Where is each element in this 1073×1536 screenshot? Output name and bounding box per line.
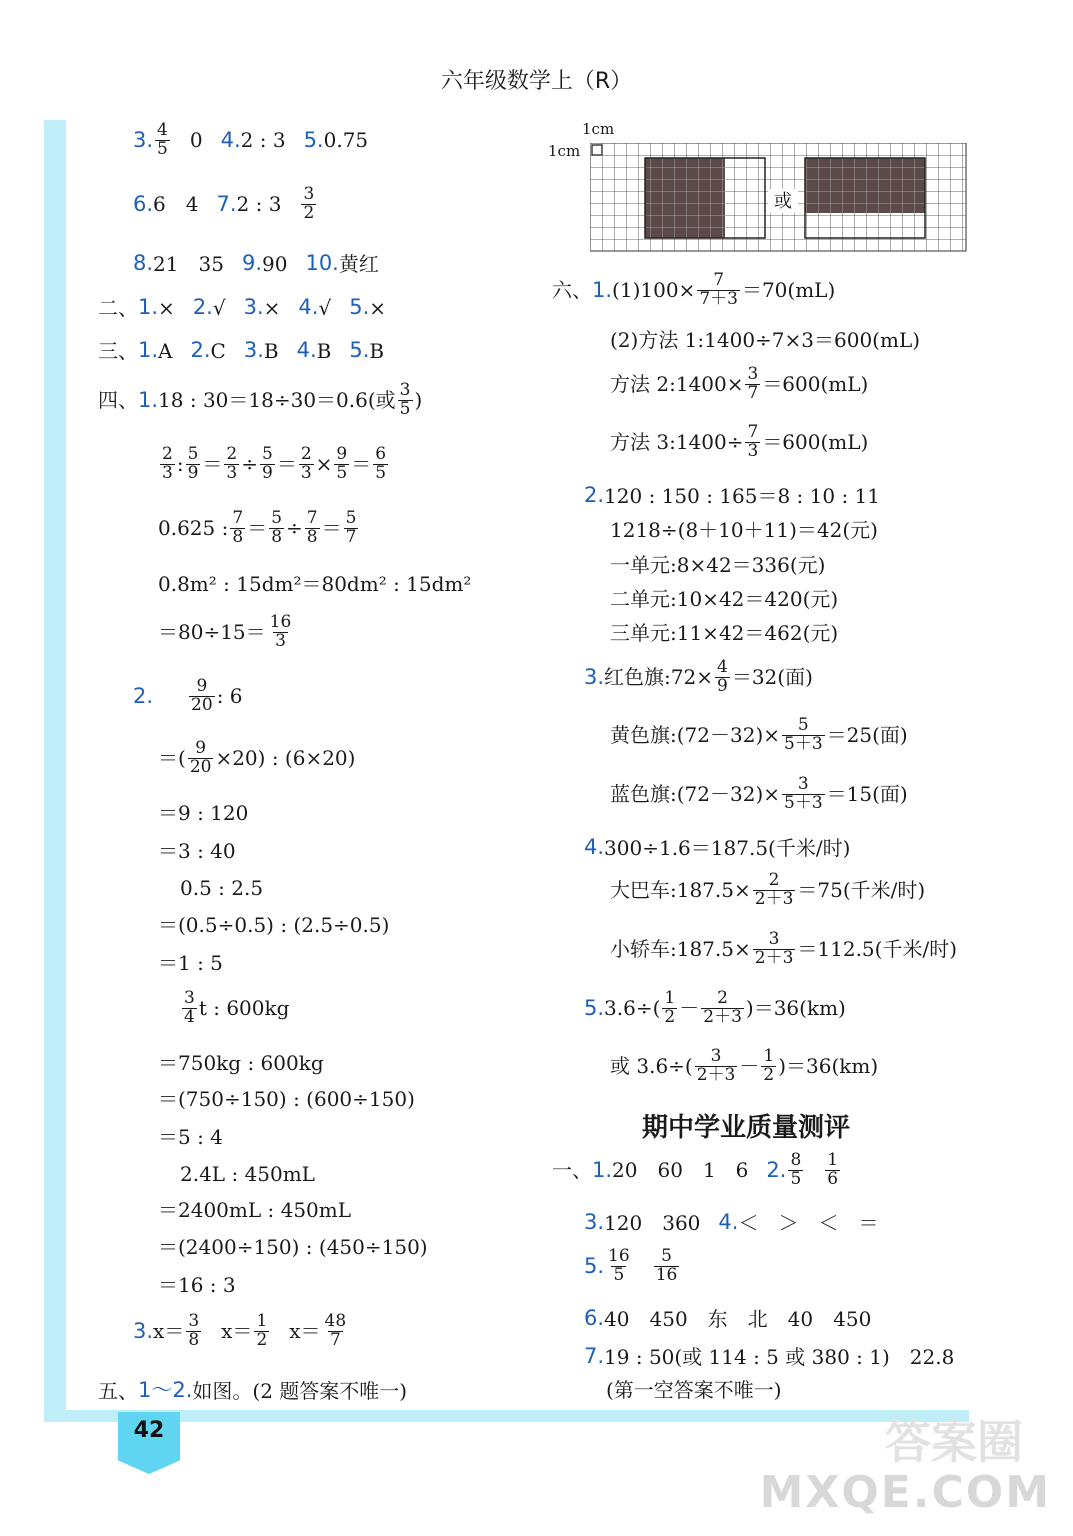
grid-left-label: 1cm: [548, 142, 581, 160]
page-header: 六年级数学上（R）: [440, 69, 633, 94]
left-line-21: ＝5 : 4: [158, 1125, 223, 1149]
right-line-3: 方法 2:1400× $\frac{3}{7}$ ＝600(mL): [610, 364, 869, 403]
watermark-logo: 答案圈: [885, 1415, 1023, 1469]
left-line-1: 3. $\frac{4}{5}$ 0 4. 2 : 3 5. 0.75: [133, 120, 369, 159]
left-line-8: 0.625 : $\frac{7}{8}$ ＝ $\frac{5}{8}$ ÷ $\frac{7}{8}$ ＝ $\frac{5}{7}$: [158, 508, 357, 547]
left-line-15: 0.5 : 2.5: [180, 876, 264, 900]
left-line-10: ＝80÷15＝ $\frac{16}{3}$: [158, 612, 292, 651]
page-number: 42: [133, 1418, 165, 1443]
right-line-12: 蓝色旗:(72－32)× $\frac{3}{5+3}$ ＝15(面): [610, 774, 908, 813]
right-line-1: 六、 1. (1)100× $\frac{7}{7+3}$ ＝70(mL): [552, 270, 836, 309]
watermark-url: MXQE.COM: [759, 1467, 1051, 1518]
left-line-14: ＝3 : 40: [158, 839, 236, 863]
left-line-26: 3. x＝ $\frac{3}{8}$ x＝ $\frac{1}{2}$ x＝ $\frac{48}{7}$: [133, 1311, 347, 1350]
left-line-27: 五、 1～2. 如图。(2 题答案不唯一): [98, 1378, 408, 1403]
right-line-7: 一单元:8×42＝336(元): [610, 553, 826, 577]
right-line-10: 3. 红色旗:72× $\frac{4}{9}$ ＝32(面): [584, 657, 813, 696]
right-line-14: 大巴车:187.5× $\frac{2}{2+3}$ ＝75(千米/时): [610, 870, 926, 909]
grid-figure: [590, 143, 968, 257]
left-line-13: ＝9 : 120: [158, 801, 249, 825]
left-line-19: ＝750kg : 600kg: [158, 1051, 324, 1075]
left-line-4: 二、 1. × 2. √ 3. × 4. √ 5. ×: [98, 295, 387, 320]
right-line-6: 1218÷(8＋10＋11)＝42(元): [610, 518, 878, 542]
right-line-15: 小轿车:187.5× $\frac{3}{2+3}$ ＝112.5(千米/时): [610, 929, 958, 968]
left-line-5: 三、 1. A 2. C 3. B 4. B 5. B: [98, 338, 385, 363]
left-line-24: ＝(2400÷150) : (450÷150): [158, 1235, 428, 1259]
left-line-18: $\frac{3}{4}$ t : 600kg: [184, 988, 290, 1027]
shaded-rectangle-grid: [805, 158, 925, 213]
right-line-9: 三单元:11×42＝462(元): [610, 621, 839, 645]
right-line-2: (2)方法 1:1400÷7×3＝600(mL): [610, 328, 921, 352]
or-label: 或: [774, 191, 792, 212]
left-line-2: 6. 6 4 7. 2 : 3 $\frac{3}{2}$: [133, 184, 315, 223]
bottom-margin-bar: [44, 1410, 969, 1422]
section-title: 期中学业质量测评: [642, 1113, 851, 1143]
left-line-11: 2. $\frac{9}{20}$ : 6: [133, 676, 243, 715]
left-line-16: ＝(0.5÷0.5) : (2.5÷0.5): [158, 913, 390, 937]
left-line-20: ＝(750÷150) : (600÷150): [158, 1087, 415, 1111]
right-line-19: 3. 120 360 4. ＜ ＞ ＜ ＝: [584, 1210, 879, 1235]
left-line-23: ＝2400mL : 450mL: [158, 1198, 352, 1222]
left-line-25: ＝16 : 3: [158, 1273, 236, 1297]
right-line-22: 7. 19 : 50(或 114 : 5 或 380 : 1) 22.8: [584, 1344, 955, 1369]
right-line-4: 方法 3:1400÷ $\frac{7}{3}$ ＝600(mL): [610, 422, 869, 461]
left-line-17: ＝1 : 5: [158, 951, 223, 975]
right-line-20: 5. $\frac{16}{5}$ $\frac{5}{16}$: [584, 1246, 678, 1285]
left-line-6: 四、 1. 18 : 30＝18÷30＝0.6(或 $\frac{3}{5}$ ): [98, 380, 423, 419]
right-line-11: 黄色旗:(72－32)× $\frac{5}{5+3}$ ＝25(面): [610, 715, 908, 754]
left-line-3: 8. 21 35 9. 90 10. 黄红: [133, 251, 379, 276]
shaded-square-grid: [645, 158, 725, 238]
right-line-5: 2. 120 : 150 : 165＝8 : 10 : 11: [584, 483, 881, 508]
left-line-12: ＝( $\frac{9}{20}$ ×20) : (6×20): [158, 738, 356, 777]
right-line-21: 6. 40 450 东 北 40 450: [584, 1306, 872, 1331]
right-line-18: 一、 1. 20 60 1 6 2. $\frac{8}{5}$ $\frac{1}{6}$: [552, 1150, 839, 1189]
left-line-9: 0.8m² : 15dm²＝80dm² : 15dm²: [158, 572, 472, 596]
right-line-13: 4. 300÷1.6＝187.5(千米/时): [584, 835, 851, 860]
right-line-17: 或 3.6÷( $\frac{3}{2+3}$ － $\frac{1}{2}$ )＝36(km): [610, 1046, 879, 1085]
grid-svg: [590, 143, 968, 253]
left-line-7: $\frac{2}{3}$ : $\frac{5}{9}$ ＝ $\frac{2}{3}$ ÷ $\frac{5}{9}$ ＝ $\frac{2}{3}$ × $\frac{9}{5}$ ＝ $\frac{6}{5}$: [162, 444, 387, 483]
left-margin-bar: [44, 120, 66, 1420]
right-line-23: (第一空答案不唯一): [606, 1378, 782, 1402]
right-line-8: 二单元:10×42＝420(元): [610, 587, 839, 611]
grid-top-label: 1cm: [582, 120, 615, 138]
right-line-16: 5. 3.6÷( $\frac{1}{2}$ － $\frac{2}{2+3}$ )＝36(km): [584, 988, 846, 1027]
left-line-22: 2.4L : 450mL: [180, 1162, 315, 1186]
